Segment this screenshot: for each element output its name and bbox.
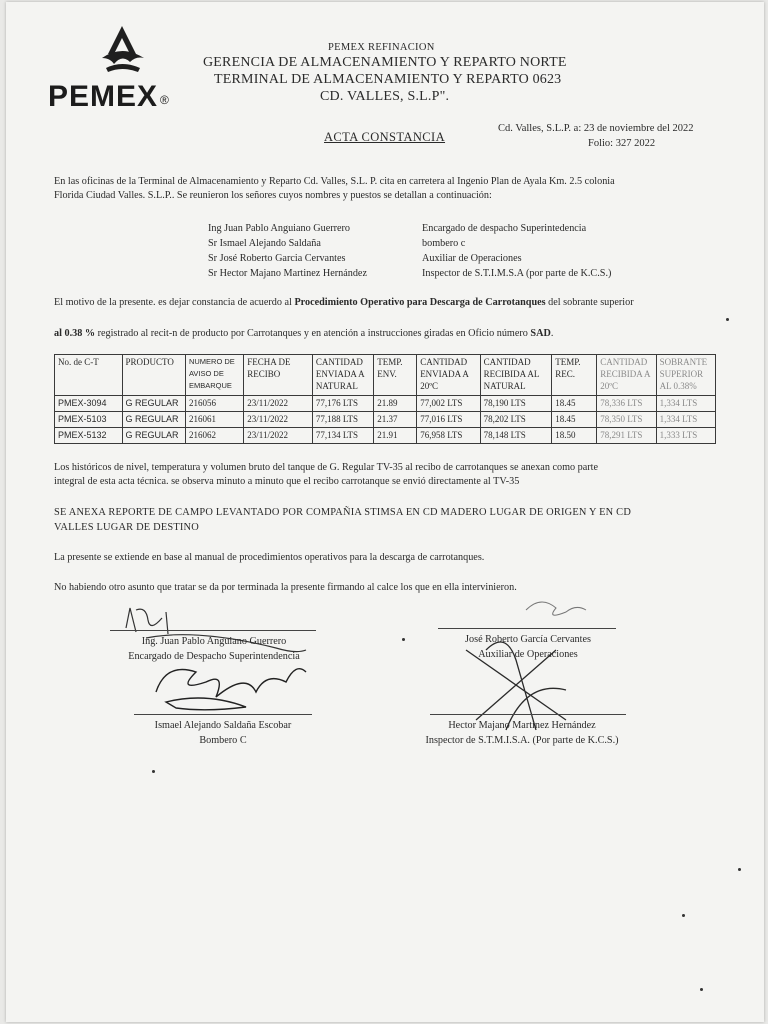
speck [682, 914, 685, 917]
speck [402, 638, 405, 641]
table-cell: 23/11/2022 [244, 412, 313, 428]
table-cell: G REGULAR [122, 428, 185, 444]
carrotanques-table [54, 354, 716, 444]
column-header: CANTIDAD ENVIADA A NATURAL [312, 355, 373, 396]
header-line-1: GERENCIA DE ALMACENAMIENTO Y REPARTO NORTE [203, 55, 567, 70]
table-cell: 78,350 LTS [597, 412, 656, 428]
table-cell: PMEX-3094 [55, 396, 123, 412]
table-cell: 77,134 LTS [312, 428, 373, 444]
table-cell: 77,176 LTS [312, 396, 373, 412]
table-cell: 216056 [185, 396, 243, 412]
signer-name: Hector Majano Martinez Hernández [448, 720, 596, 731]
header-line-3: CD. VALLES, S.L.P". [320, 89, 450, 104]
speck [700, 988, 703, 991]
signer-role: Bombero C [199, 735, 247, 746]
signature-block-3 [118, 718, 328, 748]
table-cell: 21.89 [374, 396, 417, 412]
table-cell: G REGULAR [122, 412, 185, 428]
intro-line-2: Florida Ciudad Valles. S.L.P.. Se reunieron los señores cuyos nombres y puestos se detallan a continuación: [54, 190, 492, 201]
signature-line [438, 628, 616, 629]
column-header: NUMERO DE AVISO DE EMBARQUE [185, 355, 243, 396]
pemex-logo-text: PEMEX ® [48, 80, 170, 113]
table-cell: 77,016 LTS [417, 412, 480, 428]
motive-line-2: al 0.38 % registrado al recit-n de producto por Carrotanques y en atención a instrucciones giradas en Oficio número SAD. [54, 328, 554, 339]
column-header: CANTIDAD RECIBIDA AL NATURAL [480, 355, 552, 396]
header-line-2: TERMINAL DE ALMACENAMIENTO Y REPARTO 0623 [214, 72, 562, 87]
attendee-roles [422, 221, 611, 281]
signer-role: Auxiliar de Operaciones [478, 649, 578, 660]
signature-block-4 [402, 718, 642, 748]
table-cell: G REGULAR [122, 396, 185, 412]
intro-line-1: En las oficinas de la Terminal de Almacenamiento y Reparto Cd. Valles, S.L. P. cita en carretera al Ingenio Plan de Ayala Km. 2.5 colonia [54, 176, 615, 187]
table-cell: 78,190 LTS [480, 396, 552, 412]
attendee-role: Encargado de despacho Superintedencia [422, 223, 587, 234]
attendee-name: Sr Hector Majano Martinez Hernández [208, 268, 367, 279]
table-cell: PMEX-5132 [55, 428, 123, 444]
table-cell: 216062 [185, 428, 243, 444]
table-cell: 78,291 LTS [597, 428, 656, 444]
table-cell: 216061 [185, 412, 243, 428]
table-row [55, 396, 716, 412]
table-cell: 21.37 [374, 412, 417, 428]
attendee-name: Ing Juan Pablo Anguiano Guerrero [208, 223, 351, 234]
document-title: ACTA CONSTANCIA [324, 130, 446, 144]
attendee-names [208, 221, 367, 281]
table-cell: 78,336 LTS [597, 396, 656, 412]
column-header: SOBRANTE SUPERIOR AL 0.38% [656, 355, 715, 396]
attendee-role: Inspector de S.T.I.M.S.A (por parte de K.C.S.) [422, 268, 612, 279]
pemex-eagle-logo-icon [92, 24, 152, 84]
table-cell: 78,148 LTS [480, 428, 552, 444]
signer-name: José Roberto García Cervantes [465, 634, 591, 645]
signature-line [110, 630, 316, 631]
attendee-role: bombero c [422, 238, 466, 249]
table-cell: 23/11/2022 [244, 428, 313, 444]
extends-line: La presente se extiende en base al manual de procedimientos operativos para la descarga de carrotanques. [54, 552, 485, 563]
closing-line: No habiendo otro asunto que tratar se da por terminada la presente firmando al calce los que en ella intervinieron. [54, 582, 517, 593]
document-page [6, 2, 764, 1022]
historic-line-1: Los históricos de nivel, temperatura y volumen bruto del tanque de G. Regular TV-35 al recibo de carrotanques se anexan como parte [54, 462, 599, 473]
table-cell: 23/11/2022 [244, 396, 313, 412]
column-header: PRODUCTO [122, 355, 185, 396]
table-cell: 18.45 [552, 396, 597, 412]
speck [726, 318, 729, 321]
signer-name: Ing. Juan Pablo Anguiano Guerrero [141, 636, 287, 647]
signer-name: Ismael Alejando Saldaña Escobar [154, 720, 292, 731]
table-cell: 1,334 LTS [656, 412, 715, 428]
column-header: TEMP. ENV. [374, 355, 417, 396]
annex-line-2: VALLES LUGAR DE DESTINO [54, 522, 199, 533]
attendee-name: Sr Ismael Alejando Saldaña [208, 238, 321, 249]
table-cell: 77,188 LTS [312, 412, 373, 428]
table-row [55, 412, 716, 428]
signer-role: Encargado de Despacho Superintendencia [128, 651, 300, 662]
table-cell: 77,002 LTS [417, 396, 480, 412]
signature-line [134, 714, 312, 715]
signature-block-1 [104, 634, 324, 664]
table-header-row [55, 355, 716, 396]
table-cell: 1,333 LTS [656, 428, 715, 444]
motive-line-1: El motivo de la presente. es dejar constancia de acuerdo al Procedimiento Operativo para Descarga de Carrotanques del sobrante superior [54, 297, 634, 308]
document-date: Cd. Valles, S.L.P. a: 23 de noviembre del 2022 [498, 123, 694, 134]
attendee-role: Auxiliar de Operaciones [422, 253, 522, 264]
table-cell: 1,334 LTS [656, 396, 715, 412]
speck [152, 770, 155, 773]
table-cell: 18.50 [552, 428, 597, 444]
attendee-name: Sr José Roberto Garcia Cervantes [208, 253, 346, 264]
annex-line-1: SE ANEXA REPORTE DE CAMPO LEVANTADO POR COMPAÑIA STIMSA EN CD MADERO LUGAR DE ORIGEN Y EN CD [54, 507, 632, 518]
signer-role: Inspector de S.T.M.I.S.A. (Por parte de K.C.S.) [425, 735, 619, 746]
column-header: No. de C-T [55, 355, 123, 396]
table-cell: 21.91 [374, 428, 417, 444]
table-cell: 18.45 [552, 412, 597, 428]
table-row [55, 428, 716, 444]
table-cell: PMEX-5103 [55, 412, 123, 428]
table-cell: 78,202 LTS [480, 412, 552, 428]
company-small: PEMEX REFINACION [328, 42, 435, 53]
historic-line-2: integral de esta acta técnica. se observa minuto a minuto que el recibo carrotanque se envió directamente al TV-35 [54, 476, 520, 487]
signature-line [430, 714, 626, 715]
signature-block-2 [420, 632, 636, 662]
column-header: FECHA DE RECIBO [244, 355, 313, 396]
column-header: CANTIDAD RECIBIDA A 20ºC [597, 355, 656, 396]
column-header: CANTIDAD ENVIADA A 20ºC [417, 355, 480, 396]
table-cell: 76,958 LTS [417, 428, 480, 444]
document-folio: Folio: 327 2022 [588, 138, 656, 149]
speck [738, 868, 741, 871]
column-header: TEMP. REC. [552, 355, 597, 396]
